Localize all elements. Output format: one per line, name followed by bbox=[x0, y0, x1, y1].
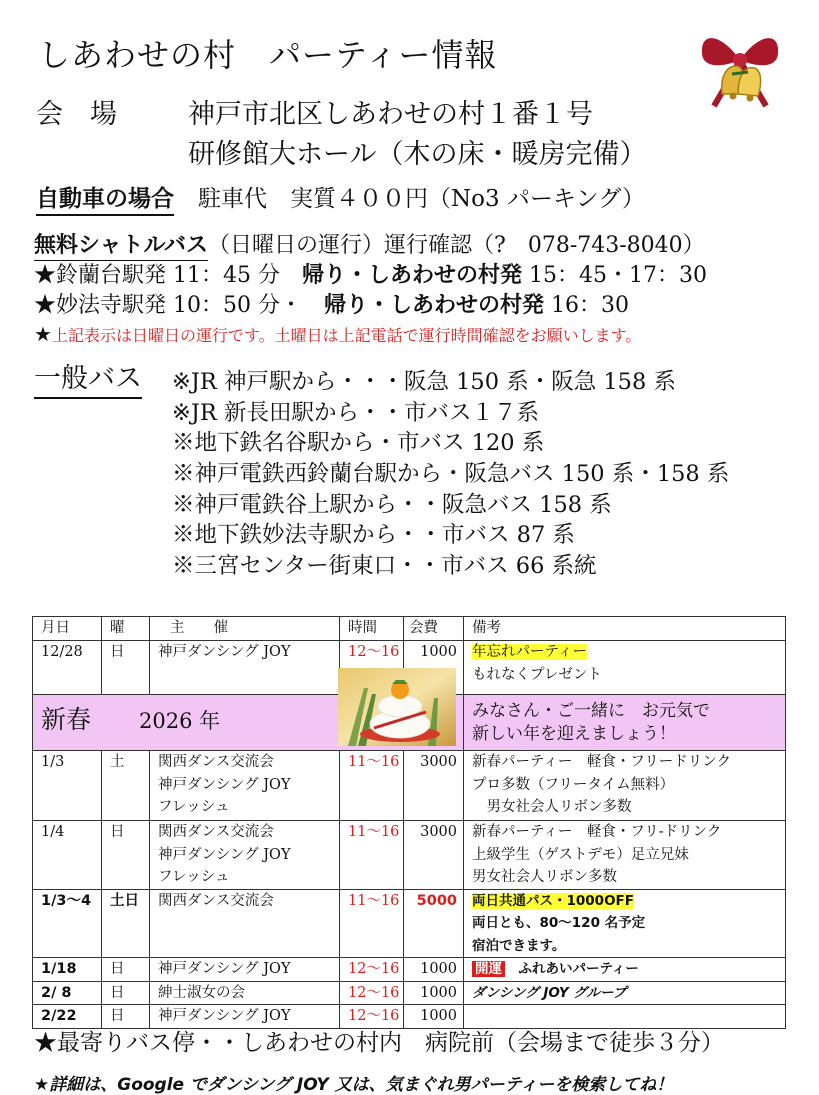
bus-route: ※JR 新長田駅から・・市バス１７系 bbox=[172, 400, 539, 426]
header-host: 主 催 bbox=[150, 617, 340, 641]
row-fee: 1000 bbox=[404, 641, 464, 695]
note-2: 両日とも、80～120 名予定 bbox=[472, 915, 646, 931]
header-time: 時間 bbox=[340, 617, 404, 641]
row-host: 紳士淑女の会 bbox=[150, 981, 340, 1005]
shuttle-row-2-times: 16：30 bbox=[544, 293, 629, 318]
host-2: 神戸ダンシング JOY bbox=[158, 846, 291, 863]
shuttle-row-1 bbox=[34, 258, 707, 289]
row-notes: ダンシング JOY グループ bbox=[464, 981, 786, 1005]
row-date: 1/3 bbox=[33, 751, 102, 821]
venue-address: 神戸市北区しあわせの村１番１号 bbox=[188, 99, 593, 130]
row-time: 12～16 bbox=[340, 1005, 404, 1029]
row-time: 11～16 bbox=[340, 889, 404, 958]
kagami-mochi-icon bbox=[338, 668, 456, 746]
table-header-row bbox=[33, 617, 786, 641]
spring-label: 新春 bbox=[41, 705, 92, 735]
row-date: 12/28 bbox=[33, 641, 102, 695]
bus-route: ※神戸電鉄谷上駅から・・阪急バス 158 系 bbox=[172, 492, 612, 518]
venue-label: 会 場 bbox=[36, 99, 117, 130]
row-fee: 5000 bbox=[404, 889, 464, 958]
bus-route: ※地下鉄名谷駅から・市バス 120 系 bbox=[172, 430, 545, 456]
row-notes bbox=[464, 641, 786, 695]
bus-label: 一般バス bbox=[34, 356, 142, 399]
star-icon: ★ bbox=[34, 322, 52, 346]
row-date: 1/18 bbox=[33, 958, 102, 982]
row-time: 12～16 bbox=[340, 641, 404, 695]
bus-route: ※神戸電鉄西鈴蘭台駅から・阪急バス 150 系・158 系 bbox=[172, 461, 730, 487]
row-time: 12～16 bbox=[340, 981, 404, 1005]
shuttle-row-2 bbox=[34, 288, 629, 319]
spring-message-2: 新しい年を迎えましょう！ bbox=[472, 723, 676, 744]
row-day: 日 bbox=[102, 958, 150, 982]
note-2: 上級学生（ゲストデモ）足立兄妹 bbox=[472, 846, 689, 863]
spring-message bbox=[464, 695, 786, 751]
row-notes bbox=[464, 751, 786, 821]
table-row bbox=[33, 821, 786, 890]
row-fee: 1000 bbox=[404, 958, 464, 982]
row-time: 11～16 bbox=[340, 821, 404, 890]
row-time: 12～16 bbox=[340, 958, 404, 982]
table-row bbox=[33, 889, 786, 958]
host-2: 神戸ダンシング JOY bbox=[158, 776, 291, 793]
car-label: 自動車の場合 bbox=[36, 186, 174, 216]
page-title: しあわせの村 パーティー情報 bbox=[38, 36, 498, 74]
host-3: フレッシュ bbox=[158, 799, 230, 815]
row-host bbox=[150, 751, 340, 821]
row-day: 土 bbox=[102, 751, 150, 821]
row-fee: 1000 bbox=[404, 981, 464, 1005]
row-host: 神戸ダンシング JOY bbox=[150, 958, 340, 982]
car-info bbox=[36, 180, 645, 213]
table-row bbox=[33, 958, 786, 982]
row-day: 日 bbox=[102, 641, 150, 695]
row-notes bbox=[464, 958, 786, 982]
note-1: 新春パーティー 軽食・フリードリンク bbox=[472, 754, 731, 770]
note-3: 男女社会人リボン多数 bbox=[472, 869, 617, 885]
note-highlight: 年忘れパーティー bbox=[472, 644, 587, 660]
bus-route: ※三宮センター街東口・・市バス 66 系統 bbox=[172, 553, 597, 579]
shuttle-note-text: 上記表示は日曜日の運行です。土曜日は上記電話で運行時間確認をお願いします。 bbox=[51, 326, 642, 345]
row-notes bbox=[464, 889, 786, 958]
row-host bbox=[150, 821, 340, 890]
status-badge: 開運 bbox=[472, 961, 505, 977]
row-date: 1/4 bbox=[33, 821, 102, 890]
row-date: 2/ 8 bbox=[33, 981, 102, 1005]
shuttle-row-2-from: ★妙法寺駅発 10：50 分・ bbox=[34, 293, 324, 318]
note-text: もれなくプレゼント bbox=[472, 666, 602, 683]
header-fee: 会費 bbox=[404, 617, 464, 641]
header-notes: 備考 bbox=[464, 617, 786, 641]
row-notes bbox=[464, 821, 786, 890]
host-3: フレッシュ bbox=[158, 869, 230, 885]
row-fee: 3000 bbox=[404, 821, 464, 890]
row-day: 日 bbox=[102, 981, 150, 1005]
row-day: 日 bbox=[102, 821, 150, 890]
note-highlight: 両日共通パス・1000OFF bbox=[472, 892, 634, 909]
table-row bbox=[33, 751, 786, 821]
bus-route: ※JR 神戸駅から・・・阪急 150 系・阪急 158 系 bbox=[172, 369, 676, 395]
header-date: 月日 bbox=[33, 617, 102, 641]
search-hint: ★詳細は、Google でダンシング JOY 又は、気まぐれ男パーティーを検索してね！ bbox=[34, 1075, 674, 1095]
shuttle-row-1-return: 帰り・しあわせの村発 bbox=[301, 263, 522, 288]
venue-hall: 研修館大ホール（木の床・暖房完備） bbox=[188, 139, 647, 170]
shuttle-text: （日曜日の運行）運行確認（? 078-743-8040） bbox=[208, 233, 705, 258]
row-time: 11～16 bbox=[340, 751, 404, 821]
row-fee: 3000 bbox=[404, 751, 464, 821]
row-day: 日 bbox=[102, 1005, 150, 1029]
shuttle-row-2-return: 帰り・しあわせの村発 bbox=[323, 293, 544, 318]
row-date: 2/22 bbox=[33, 1005, 102, 1029]
bus-route: ※地下鉄妙法寺駅から・・市バス 87 系 bbox=[172, 522, 575, 548]
note-3: 宿泊できます。 bbox=[472, 937, 566, 954]
row-day: 土日 bbox=[102, 889, 150, 958]
row-host: 関西ダンス交流会 bbox=[150, 889, 340, 958]
row-fee: 1000 bbox=[404, 1005, 464, 1029]
table-row bbox=[33, 981, 786, 1005]
spring-message-1: みなさん・ご一緒に お元気で bbox=[472, 701, 710, 721]
note-2: プロ多数（フリータイム無料） bbox=[472, 776, 675, 793]
shuttle-note bbox=[34, 322, 641, 346]
christmas-bells-icon bbox=[692, 14, 788, 110]
row-host: 神戸ダンシング JOY bbox=[150, 1005, 340, 1029]
host-1: 関西ダンス交流会 bbox=[158, 754, 274, 770]
shuttle-info bbox=[34, 228, 705, 259]
note-3: 男女社会人リボン多数 bbox=[472, 799, 632, 815]
car-text: 駐車代 実質４００円（No3 パーキング） bbox=[198, 186, 645, 212]
spring-year: 2026 年 bbox=[139, 709, 221, 734]
shuttle-row-1-from: ★鈴蘭台駅発 11：45 分 bbox=[34, 263, 302, 288]
note-text: ふれあいパーティー bbox=[505, 961, 639, 977]
row-host: 神戸ダンシング JOY bbox=[150, 641, 340, 695]
note-1: 新春パーティー 軽食・フリ-ドリンク bbox=[472, 824, 722, 840]
shuttle-row-1-times: 15：45・17：30 bbox=[522, 263, 707, 288]
header-day: 曜 bbox=[102, 617, 150, 641]
nearest-bus-stop: ★最寄りバス停・・しあわせの村内 病院前（会場まで徒歩３分） bbox=[34, 1030, 724, 1056]
shuttle-label: 無料シャトルバス bbox=[34, 233, 208, 261]
host-1: 関西ダンス交流会 bbox=[158, 824, 274, 840]
row-date: 1/3～4 bbox=[33, 889, 102, 958]
